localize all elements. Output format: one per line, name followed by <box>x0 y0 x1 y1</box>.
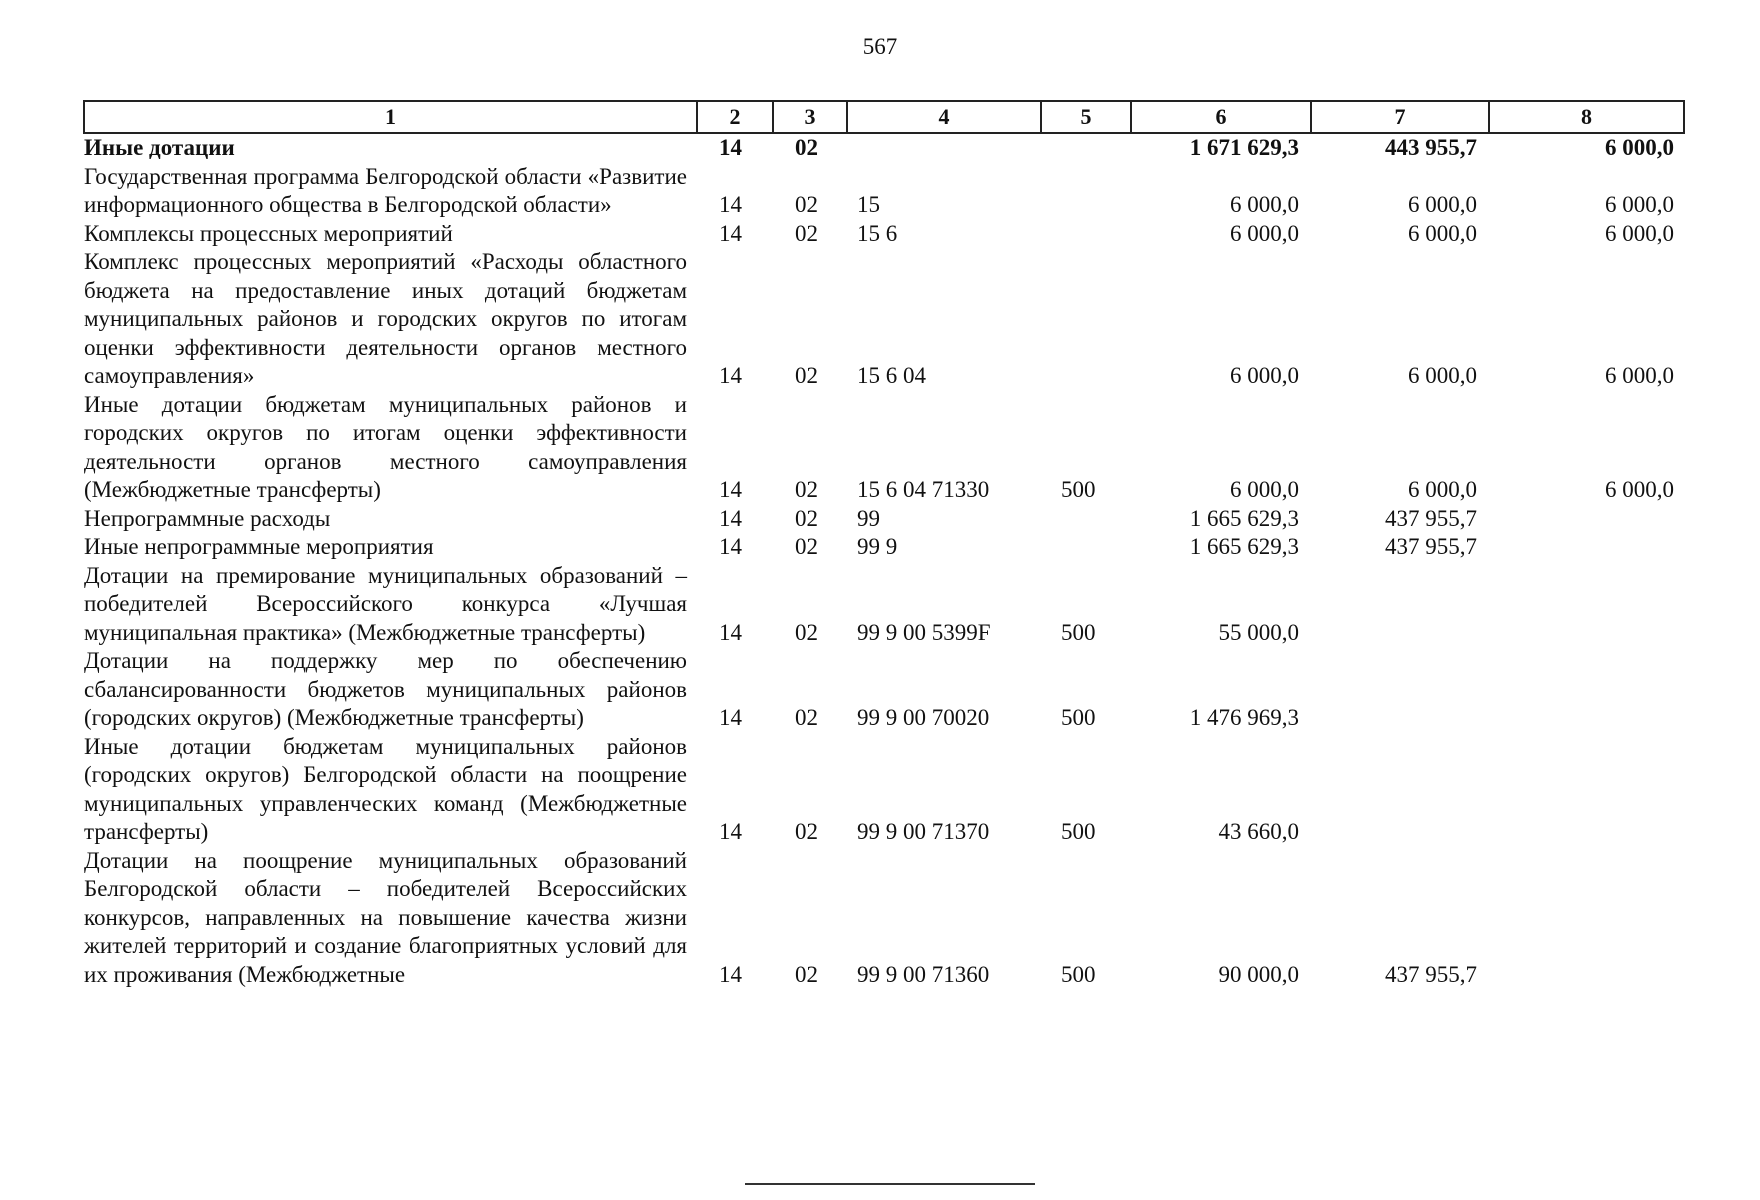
subsection-code: 02 <box>795 619 818 645</box>
amount-col-8 <box>1489 847 1684 990</box>
expense-type-code <box>1041 505 1131 534</box>
row-name: Иные дотации бюджетам муниципальных районов (городских округов) Белгородской области на поощрение муниципальных управленческих команд (Межбюджетные трансферты) <box>84 733 687 844</box>
subsection-code: 02 <box>795 135 818 160</box>
target-article-code: 99 9 00 71360 <box>857 961 990 987</box>
target-article-code: 99 9 00 71370 <box>857 819 990 844</box>
subsection-code: 02 <box>795 220 818 246</box>
target-article-code: 99 9 00 70020 <box>857 705 990 730</box>
subsection-code: 02 <box>795 534 818 559</box>
table-row <box>84 220 1684 249</box>
table-row <box>84 733 1684 847</box>
table-row <box>84 133 1684 163</box>
section-code: 14 <box>719 220 742 246</box>
row-name: Иные непрограммные мероприятия <box>84 534 434 559</box>
expense-type-code <box>1041 220 1131 249</box>
amount-col-8 <box>1489 733 1684 847</box>
amount-col-8: 6 000,0 <box>1605 220 1674 246</box>
section-code: 14 <box>719 477 742 502</box>
amount-col-7: 6 000,0 <box>1408 220 1477 246</box>
amount-col-8 <box>1489 533 1684 562</box>
section-code: 14 <box>719 192 742 217</box>
amount-col-6: 43 660,0 <box>1218 819 1299 844</box>
section-code: 14 <box>719 819 742 844</box>
table-row <box>84 163 1684 220</box>
expense-type-code <box>1041 133 1131 163</box>
section-code: 14 <box>719 135 742 160</box>
subsection-code: 02 <box>795 505 818 531</box>
column-header-5: 5 <box>1041 101 1131 133</box>
section-code: 14 <box>719 705 742 730</box>
subsection-code: 02 <box>795 819 818 844</box>
target-article-code <box>847 133 1041 163</box>
column-header-7: 7 <box>1311 101 1489 133</box>
target-article-code: 15 <box>857 192 880 217</box>
page-number: 567 <box>862 34 898 59</box>
row-name: Дотации на премирование муниципальных образований – победителей Всероссийского конкурса «Лучшая муниципальная практика» (Межбюджетные трансферты) <box>84 562 687 645</box>
amount-col-6: 90 000,0 <box>1218 961 1299 987</box>
table-row <box>84 248 1684 391</box>
row-name: Дотации на поощрение муниципальных образований Белгородской области – победителей Всероссийских конкурсов, направленных на повышение качества жизни жителей территорий и создание благоприятных условий для их проживания (Межбюджетные <box>84 847 687 987</box>
amount-col-8: 6 000,0 <box>1605 192 1674 217</box>
section-code: 14 <box>719 619 742 645</box>
row-name: Государственная программа Белгородской области «Развитие информационного общества в Белгородской области» <box>84 163 687 217</box>
subsection-code: 02 <box>795 477 818 502</box>
expense-type-code: 500 <box>1061 819 1096 844</box>
amount-col-8: 6 000,0 <box>1605 135 1674 160</box>
expense-type-code <box>1041 248 1131 391</box>
amount-col-7: 443 955,7 <box>1385 135 1477 160</box>
amount-col-7 <box>1311 733 1489 847</box>
row-name: Иные дотации бюджетам муниципальных районов и городских округов по итогам оценки эффективности деятельности органов местного самоуправления (Межбюджетные трансферты) <box>84 391 687 502</box>
subsection-code: 02 <box>795 192 818 217</box>
table-body <box>84 133 1684 989</box>
row-name: Иные дотации <box>84 135 235 160</box>
amount-col-7: 437 955,7 <box>1385 961 1477 987</box>
row-name: Комплекс процессных мероприятий «Расходы областного бюджета на предоставление иных дотаций бюджетам муниципальных районов и городских округов по итогам оценки эффективности деятельности органов местного самоуправления» <box>84 249 687 388</box>
table-header-row <box>84 101 1684 133</box>
subsection-code: 02 <box>795 705 818 730</box>
section-code: 14 <box>719 505 742 531</box>
section-code: 14 <box>719 363 742 388</box>
amount-col-6: 6 000,0 <box>1230 192 1299 217</box>
target-article-code: 15 6 04 <box>857 363 926 388</box>
footer-divider <box>745 1183 1035 1185</box>
expense-type-code <box>1041 163 1131 220</box>
table-row <box>84 533 1684 562</box>
section-code: 14 <box>719 534 742 559</box>
target-article-code: 99 <box>857 505 880 531</box>
table-row <box>84 647 1684 733</box>
table-row <box>84 847 1684 990</box>
target-article-code: 15 6 04 71330 <box>857 477 990 502</box>
target-article-code: 99 9 <box>857 534 898 559</box>
amount-col-7 <box>1311 647 1489 733</box>
amount-col-7: 437 955,7 <box>1385 505 1477 531</box>
column-header-4: 4 <box>847 101 1041 133</box>
amount-col-7: 6 000,0 <box>1408 363 1477 388</box>
target-article-code: 15 6 <box>857 220 898 246</box>
amount-col-8 <box>1489 505 1684 534</box>
subsection-code: 02 <box>795 363 818 388</box>
amount-col-8: 6 000,0 <box>1605 477 1674 502</box>
expense-type-code: 500 <box>1061 477 1096 502</box>
amount-col-6: 6 000,0 <box>1230 220 1299 246</box>
expense-type-code: 500 <box>1061 961 1096 987</box>
column-header-6: 6 <box>1131 101 1311 133</box>
amount-col-7: 6 000,0 <box>1408 192 1477 217</box>
amount-col-6: 1 671 629,3 <box>1189 135 1299 160</box>
table-row <box>84 505 1684 534</box>
amount-col-6: 6 000,0 <box>1230 477 1299 502</box>
amount-col-6: 6 000,0 <box>1230 363 1299 388</box>
amount-col-8 <box>1489 647 1684 733</box>
amount-col-6: 1 665 629,3 <box>1189 534 1299 559</box>
column-header-1: 1 <box>84 101 697 133</box>
amount-col-7: 437 955,7 <box>1385 534 1477 559</box>
column-header-8: 8 <box>1489 101 1684 133</box>
expense-type-code: 500 <box>1061 705 1096 730</box>
subsection-code: 02 <box>795 961 818 987</box>
row-name: Дотации на поддержку мер по обеспечению сбалансированности бюджетов муниципальных районов (городских округов) (Межбюджетные трансферты) <box>84 648 687 730</box>
column-header-3: 3 <box>773 101 847 133</box>
column-header-2: 2 <box>697 101 773 133</box>
table-row <box>84 391 1684 505</box>
budget-sheet <box>83 100 1683 989</box>
section-code: 14 <box>719 961 742 987</box>
amount-col-7 <box>1311 562 1489 648</box>
amount-col-6: 1 665 629,3 <box>1189 505 1299 531</box>
amount-col-8 <box>1489 562 1684 648</box>
amount-col-6: 55 000,0 <box>1218 619 1299 645</box>
amount-col-8: 6 000,0 <box>1605 363 1674 388</box>
row-name: Комплексы процессных мероприятий <box>84 220 453 246</box>
amount-col-7: 6 000,0 <box>1408 477 1477 502</box>
amount-col-6: 1 476 969,3 <box>1189 705 1299 730</box>
table-row <box>84 562 1684 648</box>
budget-table <box>83 100 1685 989</box>
expense-type-code: 500 <box>1061 619 1096 645</box>
expense-type-code <box>1041 533 1131 562</box>
target-article-code: 99 9 00 5399F <box>857 619 991 645</box>
row-name: Непрограммные расходы <box>84 505 331 531</box>
